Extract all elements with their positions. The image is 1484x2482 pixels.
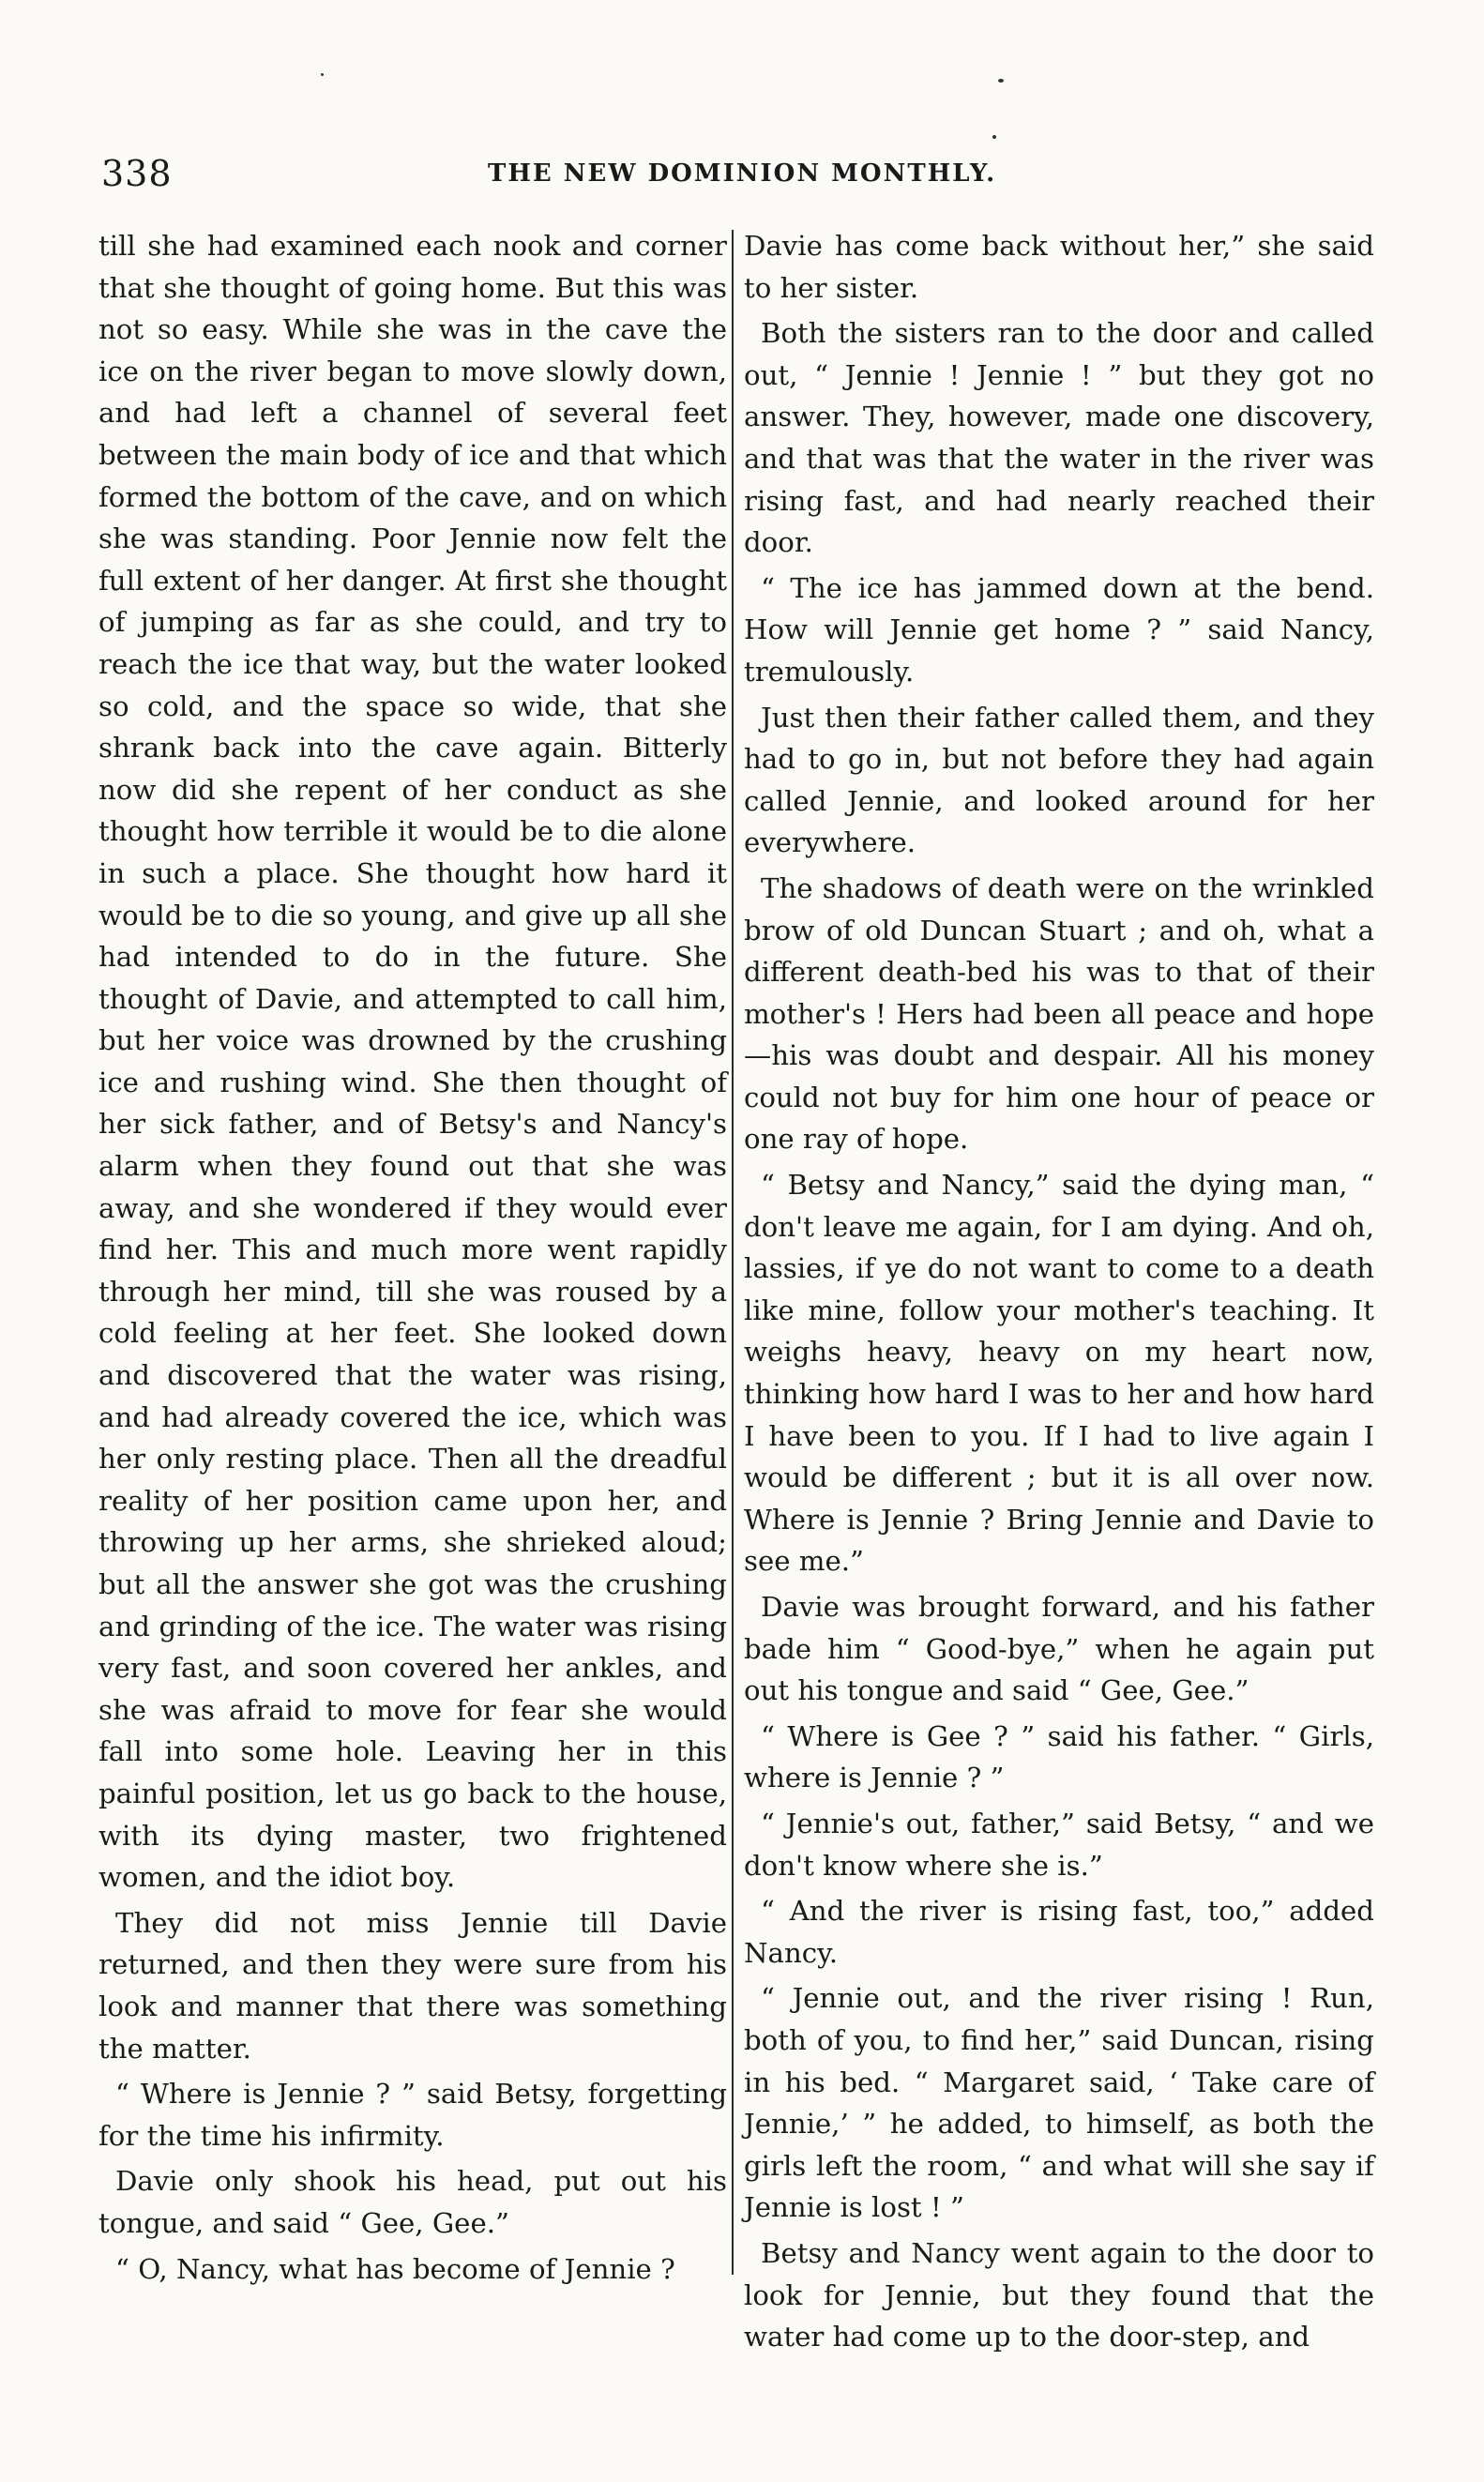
running-title: THE NEW DOMINION MONTHLY.	[488, 159, 997, 188]
left-column	[98, 225, 727, 2290]
paragraph: till she had examined each nook and corner that she thought of going home. But this was not so easy. While she was in the cave the ice on the river began to move slowly down, and had left a channel of several feet between the main body of ice and that which formed the bottom of the cave, and on which she was standing. Poor Jennie now felt the full extent of her danger. At first she thought of jumping as far as she could, and try to reach the ice that way, but the water looked so cold, and the space so wide, that she shrank back into the cave again. Bitterly now did she repent of her conduct as she thought how terrible it would be to die alone in such a place. She thought how hard it would be to die so young, and give up all she had intended to do in the future. She thought of Davie, and attempted to call him, but her voice was drowned by the crushing ice and rushing wind. She then thought of her sick father, and of Betsy's and Nancy's alarm when they found out that she was away, and she wondered if they would ever find her. This and much more went rapidly through her mind, till she was roused by a cold feeling at her feet. She looked down and discovered that the water was rising, and had already covered the ice, which was her only resting place. Then all the dreadful reality of her position came upon her, and throwing up her arms, she shrieked aloud; but all the answer she got was the crushing and grinding of the ice. The water was rising very fast, and soon covered her ankles, and she was afraid to move for fear she would fall into some hole. Leaving her in this painful position, let us go back to the house, with its dying master, two frightened women, and the idiot boy.	[98, 230, 727, 1894]
paragraph: Just then their father called them, and they had to go in, but not before they had again called Jennie, and looked around for her everywhere.	[744, 701, 1374, 859]
speck-right	[992, 135, 996, 139]
paragraph: Both the sisters ran to the door and called out, “ Jennie ! Jennie ! ” but they got no answer. They, however, made one discovery, and that was that the water in the river was rising fast, and had nearly reached their door.	[744, 317, 1374, 559]
paragraph: The shadows of death were on the wrinkled brow of old Duncan Stuart ; and oh, what a different death-bed his was to that of their mother's ! Hers had been all peace and hope—his was doubt and despair. All his money could not buy for him one hour of peace or one ray of hope.	[744, 871, 1374, 1156]
paragraph: “ And the river is rising fast, too,” added Nancy.	[744, 1895, 1374, 1969]
paragraph: Betsy and Nancy went again to the door to look for Jennie, but they found that the water had come up to the door-step, and	[744, 2236, 1374, 2353]
paragraph: “ Where is Jennie ? ” said Betsy, forgetting for the time his infirmity.	[98, 2078, 727, 2152]
right-column	[744, 225, 1374, 2358]
paragraph: “ Jennie's out, father,” said Betsy, “ and we don't know where she is.”	[744, 1807, 1374, 1882]
paragraph: Davie only shook his head, put out his tongue, and said “ Gee, Gee.”	[98, 2165, 727, 2239]
paragraph: Davie was brought forward, and his father bade him “ Good-bye,” when he again put out his tongue and said “ Gee, Gee.”	[744, 1591, 1374, 1707]
paragraph: “ Betsy and Nancy,” said the dying man, “ don't leave me again, for I am dying. And oh, lassies, if ye do not want to come to a death like mine, follow your mother's teaching. It weighs heavy, heavy on my heart now, thinking how hard I was to her and how hard I have been to you. If I had to live again I would be different ; but it is all over now. Where is Jennie ? Bring Jennie and Davie to see me.”	[744, 1169, 1374, 1578]
column-divider	[732, 230, 734, 2275]
paragraph: “ O, Nancy, what has become of Jennie ?	[115, 2252, 675, 2285]
page-number: 338	[101, 153, 173, 194]
paragraph: Davie has come back without her,” she said to her sister.	[744, 230, 1374, 304]
paragraph: “ Jennie out, and the river rising ! Run, both of you, to find her,” said Duncan, rising in his bed. “ Margaret said, ‘ Take care of Jennie,’ ” he added, to himself, as both the girls left the room, “ and what will she say if Jennie is lost ! ”	[744, 1982, 1374, 2224]
paragraph: “ The ice has jammed down at the bend. How will Jennie get home ? ” said Nancy, tremulously.	[744, 571, 1374, 688]
paragraph: “ Where is Gee ? ” said his father. “ Girls, where is Jennie ? ”	[744, 1719, 1374, 1794]
paragraph: They did not miss Jennie till Davie returned, and then they were sure from his look and manner that there was something the matter.	[98, 1906, 727, 2065]
speck-top	[321, 73, 324, 76]
speck-top-right	[998, 79, 1004, 83]
